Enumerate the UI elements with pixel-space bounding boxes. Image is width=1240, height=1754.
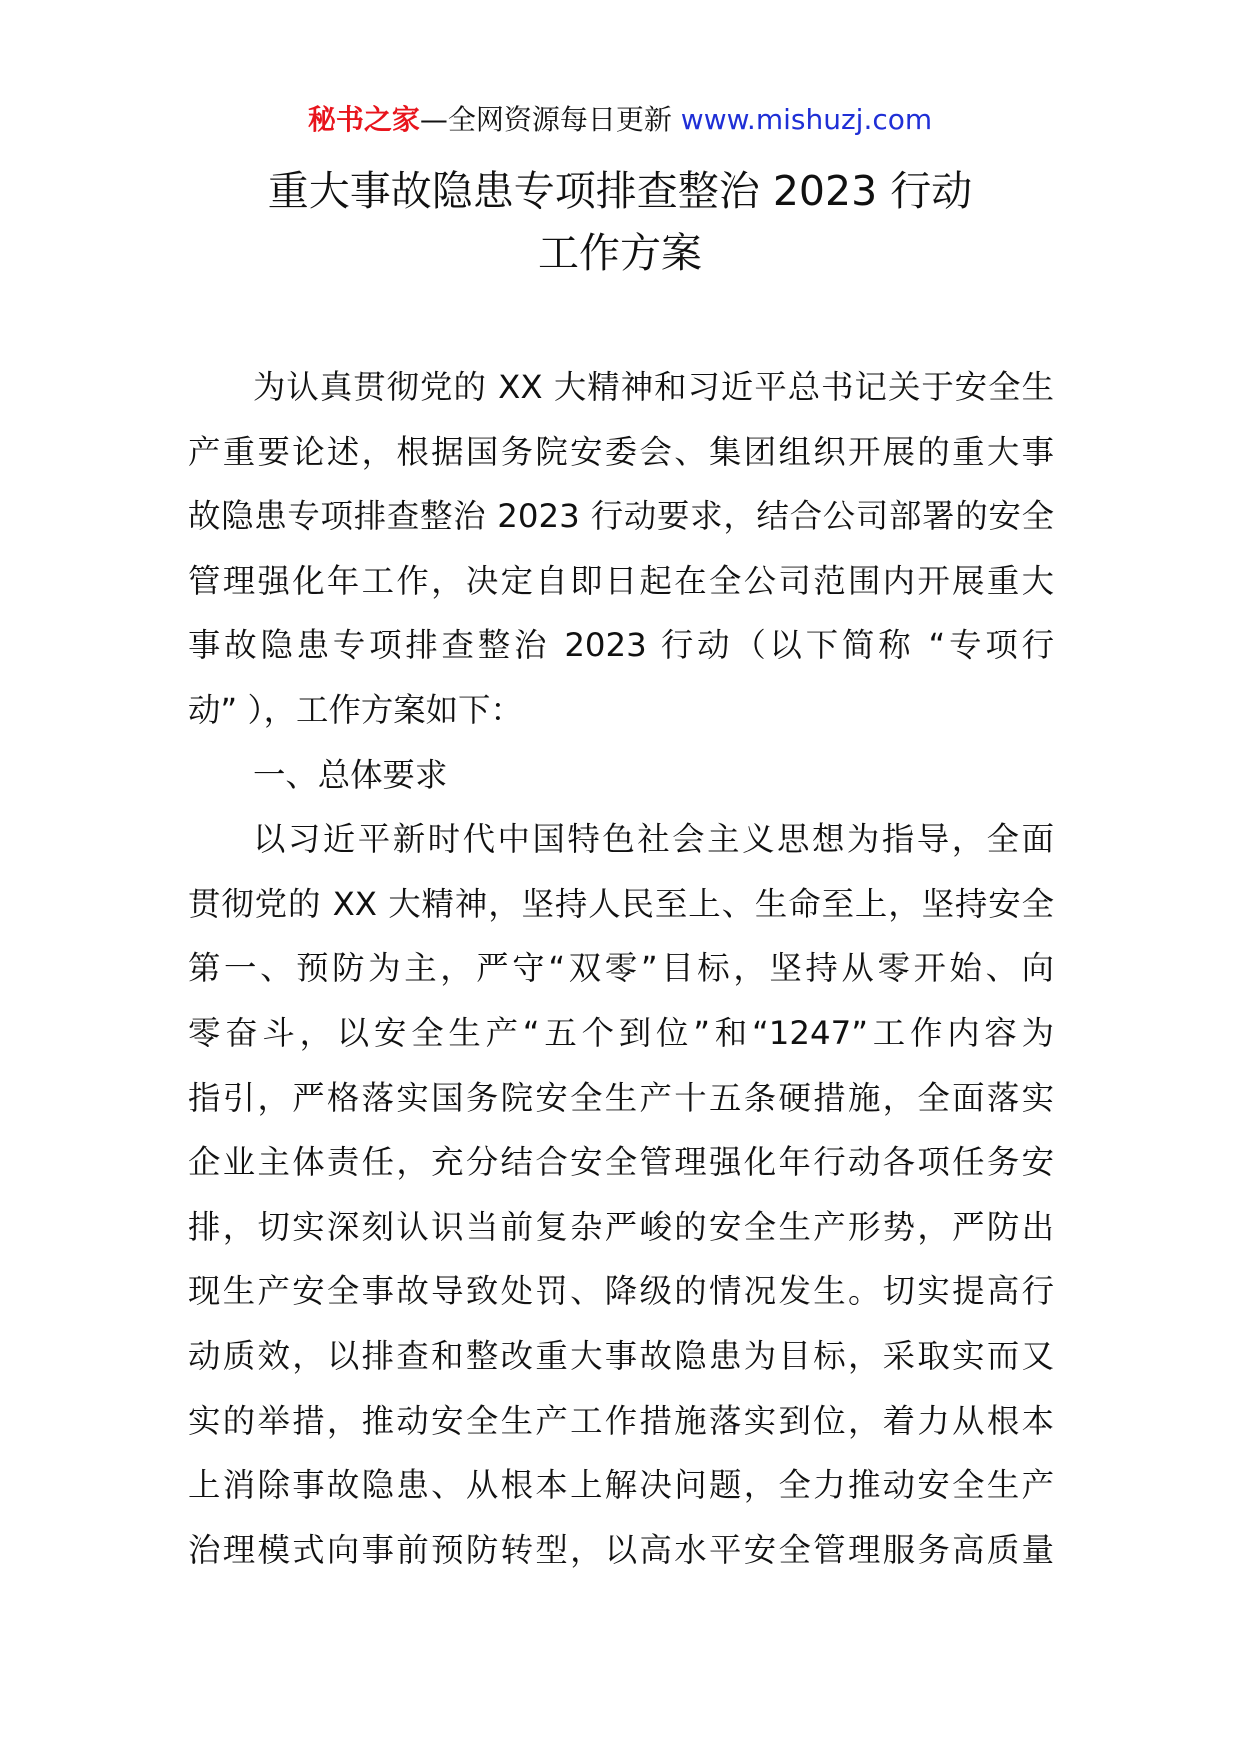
body-line: 排，切实深刻认识当前复杂严峻的安全生产形势，严防出 bbox=[188, 1207, 1054, 1246]
document-title bbox=[0, 160, 1240, 284]
title-line-1: 重大事故隐患专项排查整治 2023 行动 bbox=[267, 167, 973, 215]
header-tagline: —全网资源每日更新 bbox=[419, 103, 672, 136]
body-line: 指引，严格落实国务院安全生产十五条硬措施，全面落实 bbox=[188, 1078, 1054, 1117]
title-line-2: 工作方案 bbox=[538, 229, 702, 277]
body-line: 动质效，以排查和整改重大事故隐患为目标，采取实而又 bbox=[188, 1336, 1054, 1375]
body-line: 现生产安全事故导致处罚、降级的情况发生。切实提高行 bbox=[188, 1272, 1054, 1311]
body-line: 企业主体责任，充分结合安全管理强化年行动各项任务安 bbox=[188, 1143, 1054, 1182]
body-line: 管理强化年工作，决定自即日起在全公司范围内开展重大 bbox=[188, 561, 1054, 600]
brand-name: 秘书之家 bbox=[307, 103, 420, 136]
site-header bbox=[0, 100, 1240, 140]
body-line: 事故隐患专项排查整治 2023 行动（以下简称 “专项行 bbox=[188, 626, 1054, 665]
section-heading: 一、总体要求 bbox=[253, 755, 448, 794]
body-line: 治理模式向事前预防转型，以高水平安全管理服务高质量 bbox=[188, 1530, 1054, 1569]
body-line: 产重要论述，根据国务院安委会、集团组织开展的重大事 bbox=[188, 432, 1054, 471]
body-line: 为认真贯彻党的 XX 大精神和习近平总书记关于安全生 bbox=[253, 368, 1054, 406]
body-line: 实的举措，推动安全生产工作措施落实到位，着力从根本 bbox=[188, 1401, 1054, 1440]
document-body bbox=[188, 355, 1054, 1582]
body-line: 以习近平新时代中国特色社会主义思想为指导，全面 bbox=[253, 820, 1054, 859]
body-line: 第一、预防为主，严守“双零”目标，坚持从零开始、向 bbox=[188, 949, 1054, 988]
body-line: 零奋斗，以安全生产“五个到位”和“1247”工作内容为 bbox=[188, 1013, 1054, 1052]
body-line: 贯彻党的 XX 大精神，坚持人民至上、生命至上，坚持安全 bbox=[188, 884, 1054, 923]
site-url[interactable]: www.mishuzj.com bbox=[680, 103, 933, 136]
body-line: 上消除事故隐患、从根本上解决问题，全力推动安全生产 bbox=[188, 1466, 1054, 1505]
body-line: 动” ），工作方案如下： bbox=[188, 690, 523, 729]
body-line: 故隐患专项排查整治 2023 行动要求，结合公司部署的安全 bbox=[188, 497, 1054, 536]
